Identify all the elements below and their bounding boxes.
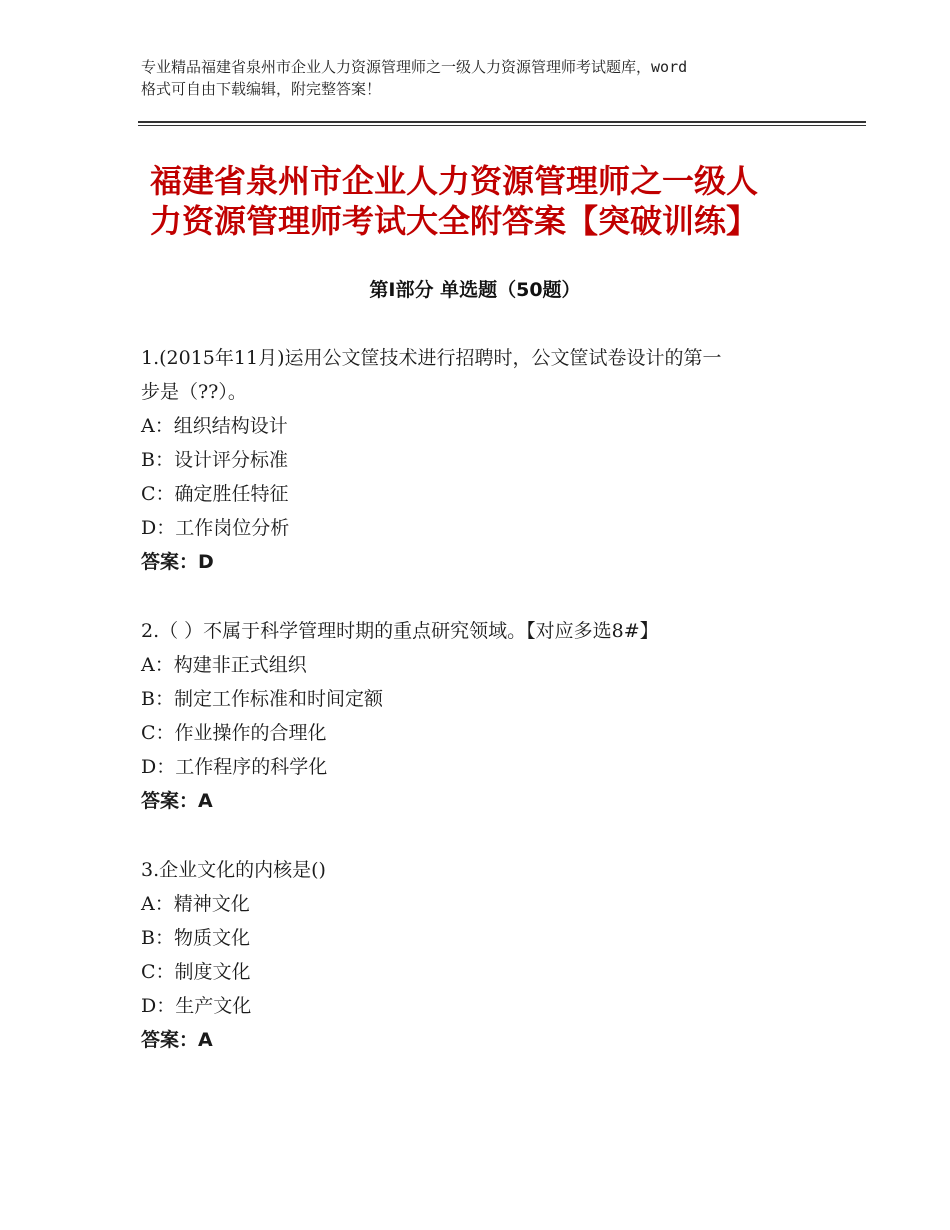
question-stem-line-2: 步是（??）。 [141,381,247,403]
option-d: D：工作岗位分析 [141,517,290,539]
document-title-line-1: 福建省泉州市企业人力资源管理师之一级人 [150,162,759,200]
option-a: A：精神文化 [141,893,250,915]
header-divider-thin [138,125,866,126]
question-3 [141,853,841,1057]
document-title [150,161,870,241]
option-c: C：确定胜任特征 [141,483,289,505]
option-d: D：工作程序的科学化 [141,756,328,778]
answer-label: 答案：A [141,790,213,812]
option-b: B：制定工作标准和时间定额 [141,688,383,710]
option-c: C：作业操作的合理化 [141,722,327,744]
answer-label: 答案：A [141,1029,213,1051]
header-note-line-2: 格式可自由下载编辑，附完整答案！ [141,80,382,98]
question-stem-line-1: 1.(2015年11月)运用公文筐技术进行招聘时，公文筐试卷设计的第一 [141,347,722,369]
question-2 [141,614,841,818]
option-c: C：制度文化 [141,961,251,983]
section-heading: 第Ⅰ部分 单选题（50题） [369,279,581,301]
option-a: A：构建非正式组织 [141,654,307,676]
document-title-line-2: 力资源管理师考试大全附答案【突破训练】 [150,202,759,240]
header-note [141,56,831,100]
option-d: D：生产文化 [141,995,252,1017]
question-stem-line-1: 2.（ ）不属于科学管理时期的重点研究领域。【对应多选8#】 [141,620,659,642]
answer-label: 答案：D [141,551,214,573]
header-note-line-1: 专业精品福建省泉州市企业人力资源管理师之一级人力资源管理师考试题库，word [141,58,688,76]
option-b: B：设计评分标准 [141,449,288,471]
question-stem-line-1: 3.企业文化的内核是() [141,859,326,881]
header-divider-thick [138,121,866,123]
option-a: A：组织结构设计 [141,415,288,437]
question-1 [141,341,841,579]
option-b: B：物质文化 [141,927,250,949]
